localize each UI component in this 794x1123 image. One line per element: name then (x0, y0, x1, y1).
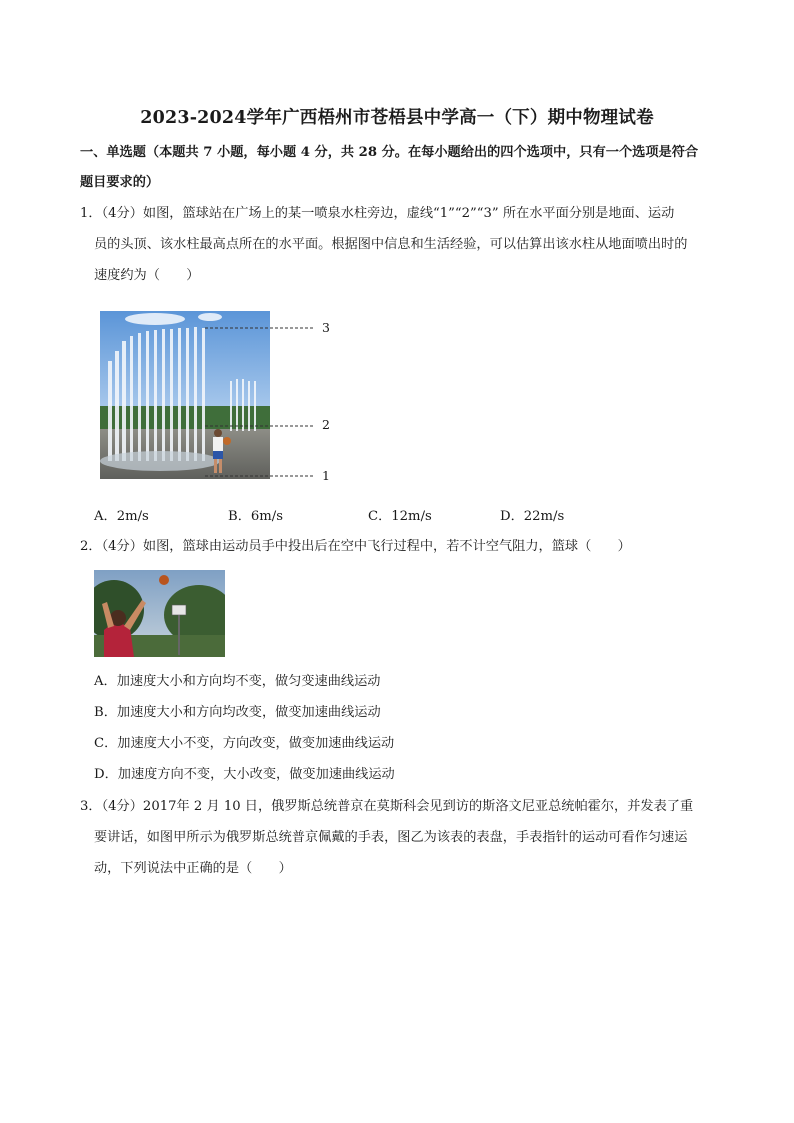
line-label-2: 2 (322, 417, 330, 432)
section-heading-cont: 题目要求的） (80, 175, 160, 190)
q1-text-line1: 1．（4分）如图，篮球站在广场上的某一喷泉水柱旁边，虚线“1”“2”“3” 所在水平面分别是地面、运动 (80, 206, 675, 221)
q1-text-line3: 速度约为（ ） (94, 268, 200, 283)
q1-option-a: A．2m/s (94, 509, 149, 524)
q1-option-d: D．22m/s (500, 509, 565, 524)
q2-option-b: B．加速度大小和方向均改变，做变加速曲线运动 (94, 705, 381, 720)
q3-text-line2: 要讲话，如图甲所示为俄罗斯总统普京佩戴的手表，图乙为该表的表盘，手表指针的运动可看作匀速运 (94, 830, 688, 845)
page-title: 2023-2024学年广西梧州市苍梧县中学高一（下）期中物理试卷 (140, 108, 654, 128)
q2-option-d: D．加速度方向不变，大小改变，做变加速曲线运动 (94, 767, 395, 782)
section-heading: 一、单选题（本题共 7 小题，每小题 4 分，共 28 分。在每小题给出的四个选项中，只有一个选项是符合 (80, 145, 699, 160)
q2-option-c: C．加速度大小不变，方向改变，做变加速曲线运动 (94, 736, 395, 751)
q3-text-line1: 3．（4分）2017年 2 月 10 日，俄罗斯总统普京在莫斯科会见到访的斯洛文尼亚总统帕霍尔，并发表了重 (80, 799, 694, 814)
q2-text-line1: 2．（4分）如图，篮球由运动员手中投出后在空中飞行过程中，若不计空气阻力，篮球（ ） (80, 539, 631, 554)
q1-option-b: B．6m/s (228, 509, 283, 524)
q2-option-a: A．加速度大小和方向均不变，做匀变速曲线运动 (94, 674, 381, 689)
q1-text-line2: 员的头顶、该水柱最高点所在的水平面。根据图中信息和生活经验，可以估算出该水柱从地面喷出时的 (94, 237, 688, 252)
basketball-photo (94, 570, 225, 657)
line-label-3: 3 (322, 320, 330, 335)
q1-option-c: C．12m/s (368, 509, 432, 524)
q3-text-line3: 动，下列说法中正确的是（ ） (94, 861, 292, 876)
reference-lines (200, 320, 340, 490)
line-label-1: 1 (322, 468, 330, 483)
